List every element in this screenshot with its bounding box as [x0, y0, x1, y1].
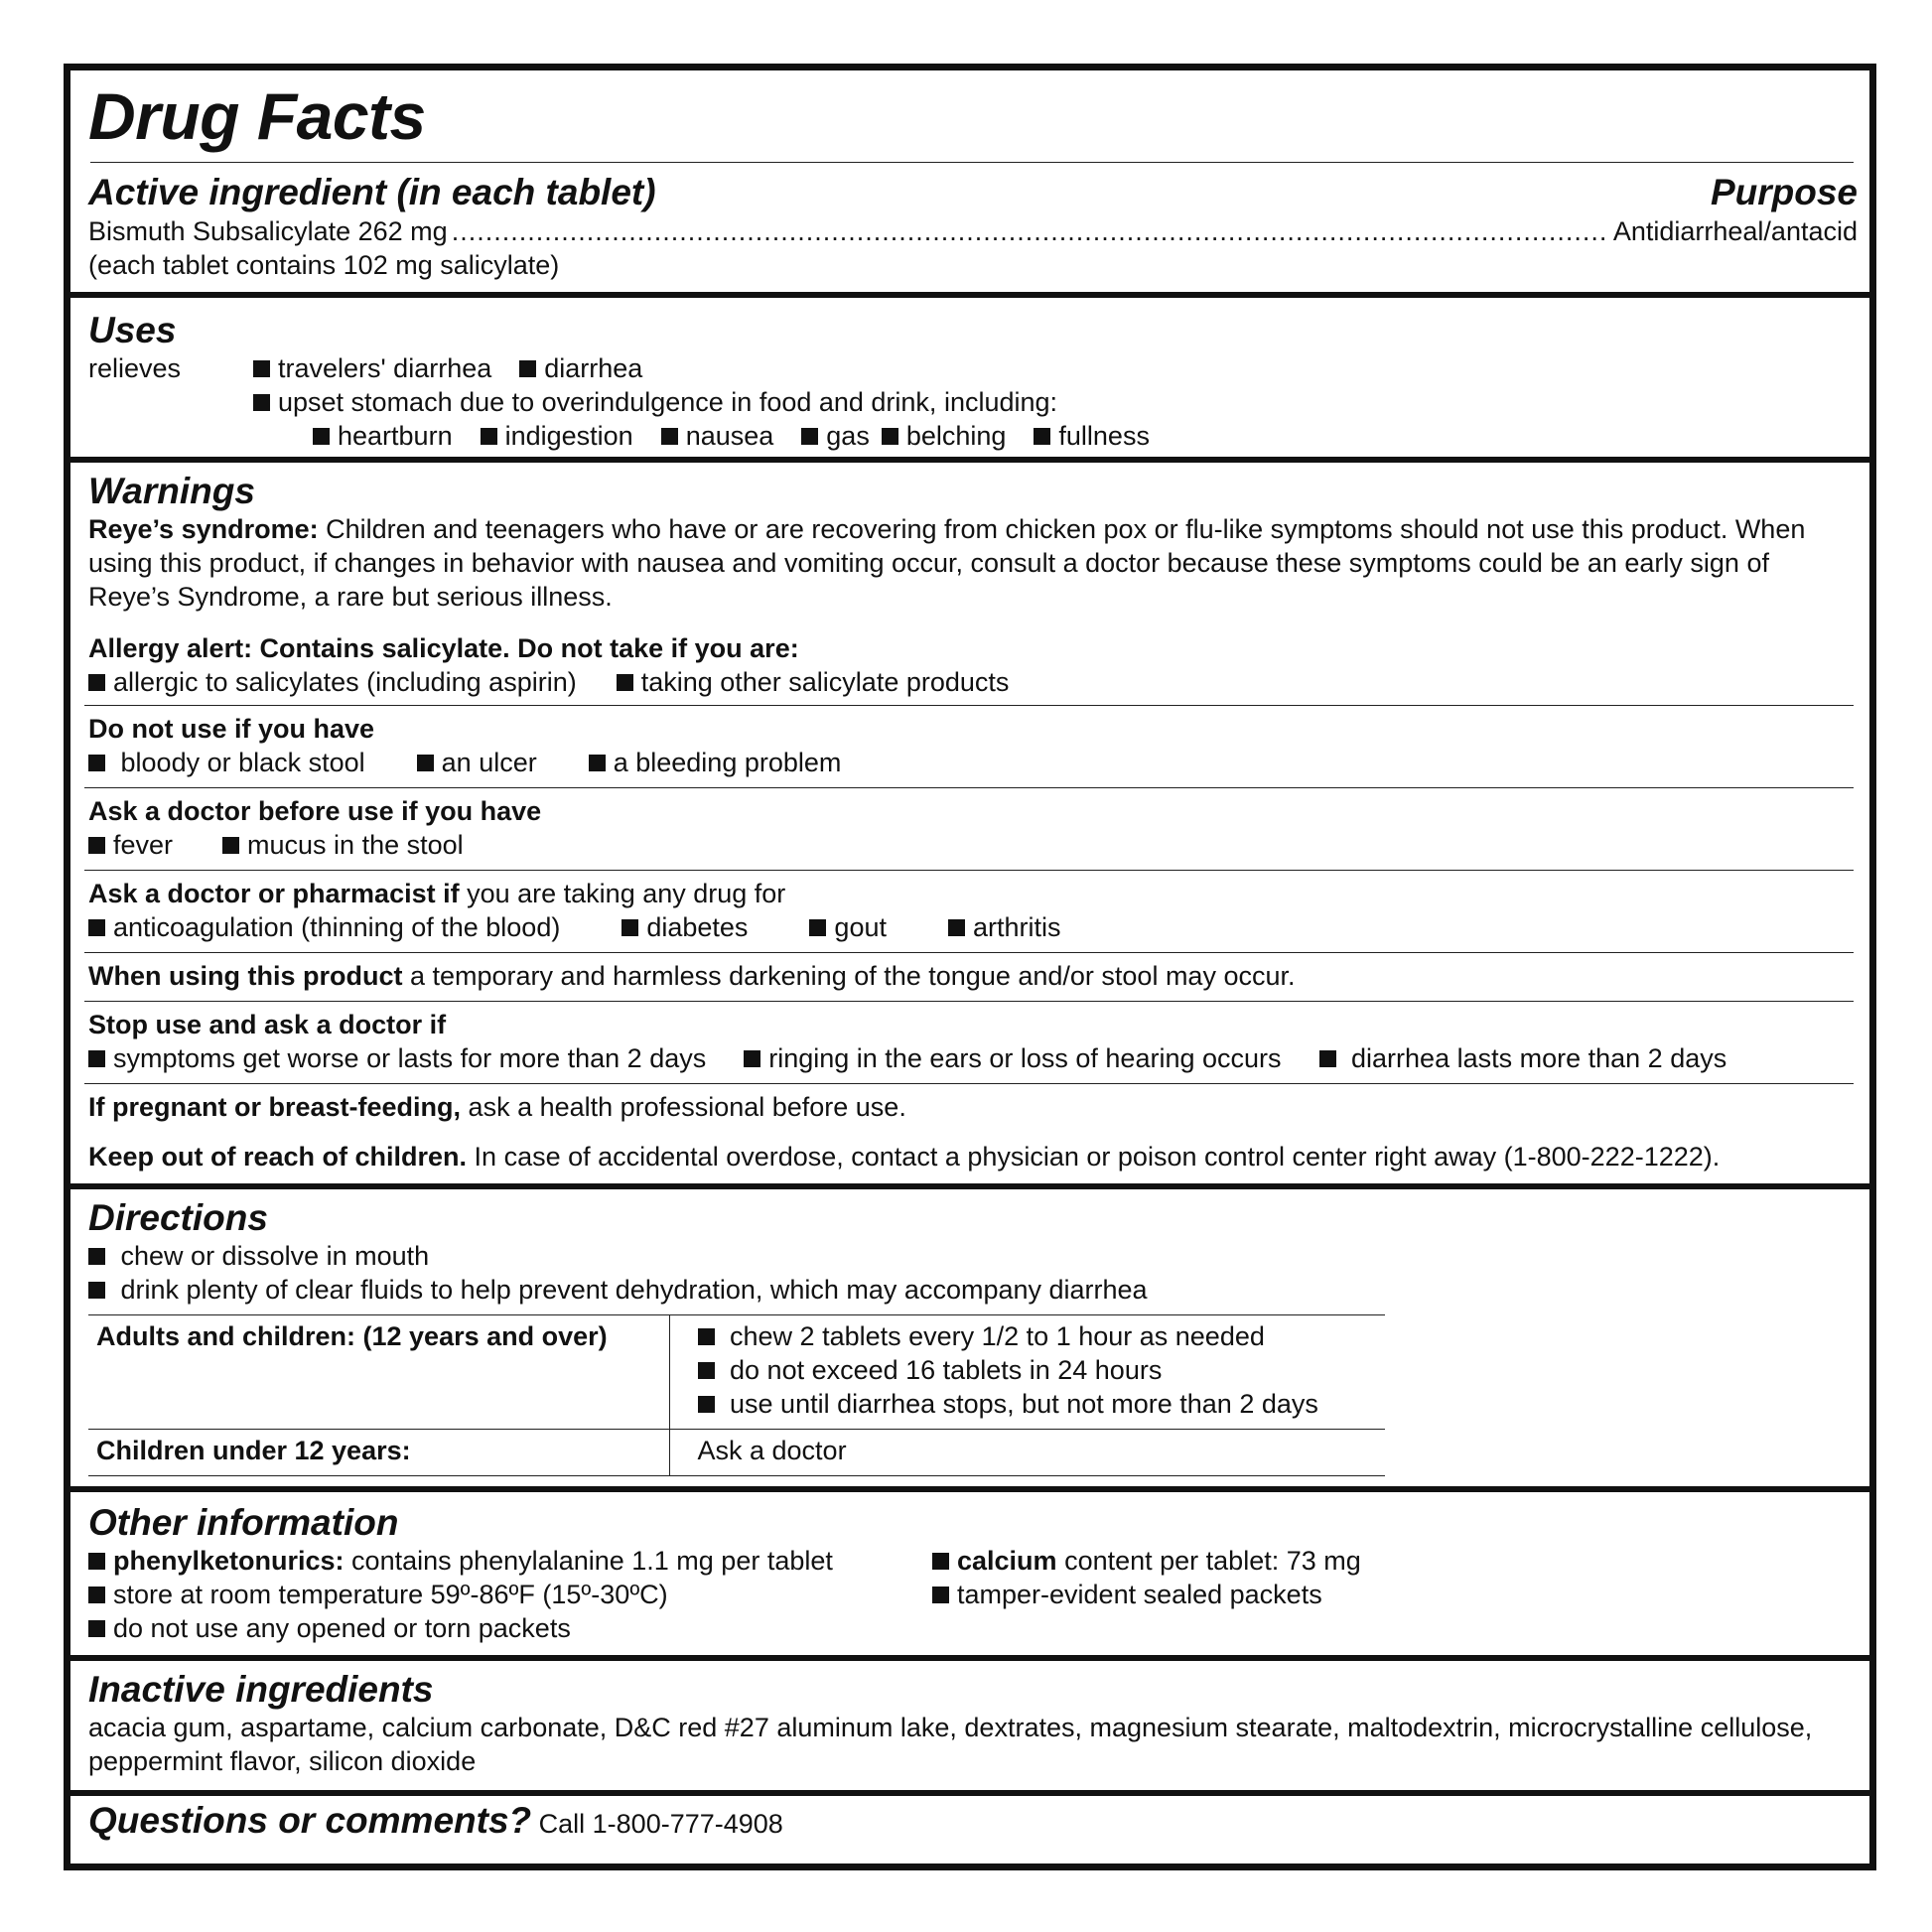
ingredient-note: (each tablet contains 102 mg salicylate) — [88, 250, 560, 280]
list-item: diarrhea lasts more than 2 days — [1319, 1041, 1727, 1075]
ask-doctor-items — [84, 828, 1848, 862]
active-ingredient-heading: Active ingredient (in each tablet) — [88, 172, 656, 212]
pregnancy-text: If pregnant or breast-feeding, ask a health professional before use. — [88, 1092, 906, 1122]
list-item: heartburn — [313, 419, 453, 453]
other-info-heading: Other information — [88, 1502, 399, 1543]
bullet-square-icon — [88, 1248, 105, 1265]
list-item: diabetes — [621, 910, 748, 944]
stop-use-items — [84, 1041, 1848, 1075]
list-item: nausea — [661, 419, 774, 453]
ask-doctor-block — [84, 788, 1848, 870]
list-item: chew 2 tablets every 1/2 to 1 hour as needed — [698, 1319, 1378, 1353]
list-item: travelers' diarrhea — [253, 351, 491, 385]
dosage-table — [88, 1314, 1385, 1476]
bullet-square-icon — [88, 837, 105, 854]
list-item: tamper-evident sealed packets — [932, 1578, 1848, 1611]
bullet-square-icon — [222, 837, 239, 854]
list-item: fever — [88, 828, 173, 862]
ask-doctor-heading: Ask a doctor before use if you have — [88, 796, 542, 826]
list-item: bloody or black stool — [88, 746, 365, 779]
list-item: a bleeding problem — [589, 746, 842, 779]
questions-phone: Call 1-800-777-4908 — [531, 1809, 783, 1839]
bullet-square-icon — [88, 674, 105, 691]
bullet-square-icon — [932, 1553, 949, 1570]
bullet-square-icon — [661, 428, 678, 445]
do-not-use-heading: Do not use if you have — [88, 714, 375, 744]
list-item: belching — [882, 419, 1007, 453]
ingredient-name: Bismuth Subsalicylate 262 mg — [88, 216, 448, 246]
bullet-square-icon — [519, 360, 536, 377]
divider — [90, 162, 1854, 163]
list-item: taking other salicylate products — [617, 665, 1010, 699]
list-item: do not exceed 16 tablets in 24 hours — [698, 1353, 1378, 1387]
bullet-square-icon — [253, 394, 270, 411]
leader-dots — [452, 214, 1609, 248]
purpose-heading: Purpose — [1710, 172, 1858, 212]
bullet-square-icon — [481, 428, 497, 445]
ask-pharmacist-block — [84, 871, 1848, 952]
bullet-square-icon — [801, 428, 818, 445]
warnings-heading: Warnings — [88, 471, 255, 511]
allergy-heading: Allergy alert: Contains salicylate. Do not take if you are: — [88, 633, 799, 663]
list-item: anticoagulation (thinning of the blood) — [88, 910, 560, 944]
bullet-square-icon — [698, 1362, 715, 1379]
list-item: phenylketonurics: contains phenylalanine 1.1 mg per tablet — [88, 1544, 932, 1578]
dosage-group-label: Adults and children: (12 years and over) — [88, 1315, 669, 1430]
bullet-square-icon — [88, 1282, 105, 1299]
uses-heading: Uses — [88, 310, 177, 350]
bullet-square-icon — [88, 1620, 105, 1637]
ask-pharmacist-items — [84, 910, 1848, 944]
list-item: store at room temperature 59º-86ºF (15º-30ºC) — [88, 1578, 932, 1611]
list-item: diarrhea — [519, 351, 642, 385]
other-info-section — [84, 1492, 1848, 1655]
bullet-square-icon — [417, 755, 434, 771]
bullet-square-icon — [1319, 1050, 1336, 1067]
bullet-square-icon — [1034, 428, 1050, 445]
bullet-square-icon — [589, 755, 606, 771]
uses-lead: relieves — [88, 353, 182, 383]
stop-use-heading: Stop use and ask a doctor if — [88, 1010, 447, 1039]
bullet-square-icon — [698, 1396, 715, 1413]
inactive-ingredients-text: acacia gum, aspartame, calcium carbonate, D&C red #27 aluminum lake, dextrates, magnesium stearate, maltodextrin, microcrystalline cellulose, peppermint flavor, silicon dioxide — [88, 1713, 1813, 1776]
reye-warning: Reye’s syndrome: Children and teenagers who have or are recovering from chicken pox or flu-like symptoms should not use this product. When using this product, if changes in behavior with nausea and vomiting occur, consult a doctor because these symptoms could be an early sign of Reye’s Syndrome, a rare but serious illness. — [88, 514, 1806, 612]
when-using-text: When using this product a temporary and harmless darkening of the tongue and/or stool may occur. — [88, 961, 1296, 991]
inactive-ingredients-section — [84, 1661, 1848, 1790]
uses-items-row2: upset stomach due to overindulgence in food and drink, including: — [247, 385, 1848, 419]
uses-list — [84, 351, 1848, 453]
stop-use-block — [84, 1002, 1848, 1083]
warnings-section — [84, 463, 1848, 1177]
list-item: do not use any opened or torn packets — [88, 1611, 932, 1645]
page-title: Drug Facts — [88, 79, 426, 153]
bullet-square-icon — [932, 1587, 949, 1603]
list-item: calcium content per tablet: 73 mg — [932, 1544, 1848, 1578]
list-item: an ulcer — [417, 746, 537, 779]
list-item: ringing in the ears or loss of hearing occurs — [744, 1041, 1281, 1075]
bullet-square-icon — [744, 1050, 760, 1067]
bullet-square-icon — [88, 1050, 105, 1067]
list-item: gas — [801, 419, 870, 453]
active-ingredient-header — [84, 171, 1858, 214]
uses-section — [84, 298, 1848, 457]
bullet-square-icon — [621, 919, 638, 936]
list-item: gout — [809, 910, 887, 944]
bullet-square-icon — [88, 1553, 105, 1570]
dosage-instructions — [669, 1315, 1385, 1430]
bullet-square-icon — [948, 919, 965, 936]
bullet-square-icon — [882, 428, 898, 445]
list-item: symptoms get worse or lasts for more than 2 days — [88, 1041, 706, 1075]
table-row — [88, 1430, 1385, 1476]
ingredient-row — [84, 214, 1858, 248]
directions-section — [84, 1189, 1848, 1486]
directions-heading: Directions — [88, 1197, 268, 1238]
dosage-instructions: Ask a doctor — [697, 1436, 847, 1465]
do-not-use-items — [84, 746, 1848, 779]
table-row — [88, 1315, 1385, 1430]
list-item: allergic to salicylates (including aspirin) — [88, 665, 577, 699]
bullet-square-icon — [698, 1328, 715, 1345]
questions-heading: Questions or comments? — [88, 1800, 532, 1841]
keep-out-text: Keep out of reach of children. In case of accidental overdose, contact a physician or poison control center right away (1-800-222-1222). — [88, 1142, 1721, 1172]
drug-facts-panel — [64, 64, 1876, 1870]
bullet-square-icon — [617, 674, 633, 691]
list-item: fullness — [1034, 419, 1150, 453]
bullet-square-icon — [809, 919, 826, 936]
other-info-list — [84, 1544, 1848, 1645]
ingredient-purpose: Antidiarrheal/antacid — [1612, 216, 1858, 246]
bullet-square-icon — [88, 919, 105, 936]
active-ingredient-section — [84, 171, 1858, 282]
inactive-ingredients-heading: Inactive ingredients — [88, 1669, 434, 1710]
dosage-group-label: Children under 12 years: — [88, 1430, 669, 1476]
when-using-block — [84, 953, 1848, 1001]
list-item: chew or dissolve in mouth — [84, 1239, 1848, 1273]
uses-items-row1 — [247, 351, 1848, 385]
list-item: indigestion — [481, 419, 633, 453]
pregnancy-block — [84, 1084, 1848, 1177]
ask-pharmacist-heading: Ask a doctor or pharmacist if you are taking any drug for — [88, 879, 786, 908]
questions-section — [84, 1796, 1848, 1842]
allergy-items — [84, 665, 1848, 699]
bullet-square-icon — [253, 360, 270, 377]
list-item: arthritis — [948, 910, 1061, 944]
list-item: drink plenty of clear fluids to help prevent dehydration, which may accompany diarrhea — [84, 1273, 1848, 1307]
bullet-square-icon — [88, 755, 105, 771]
do-not-use-block — [84, 706, 1848, 787]
uses-items-row3 — [247, 419, 1848, 453]
list-item: use until diarrhea stops, but not more than 2 days — [698, 1387, 1378, 1421]
bullet-square-icon — [313, 428, 330, 445]
list-item: mucus in the stool — [222, 828, 464, 862]
bullet-square-icon — [88, 1587, 105, 1603]
